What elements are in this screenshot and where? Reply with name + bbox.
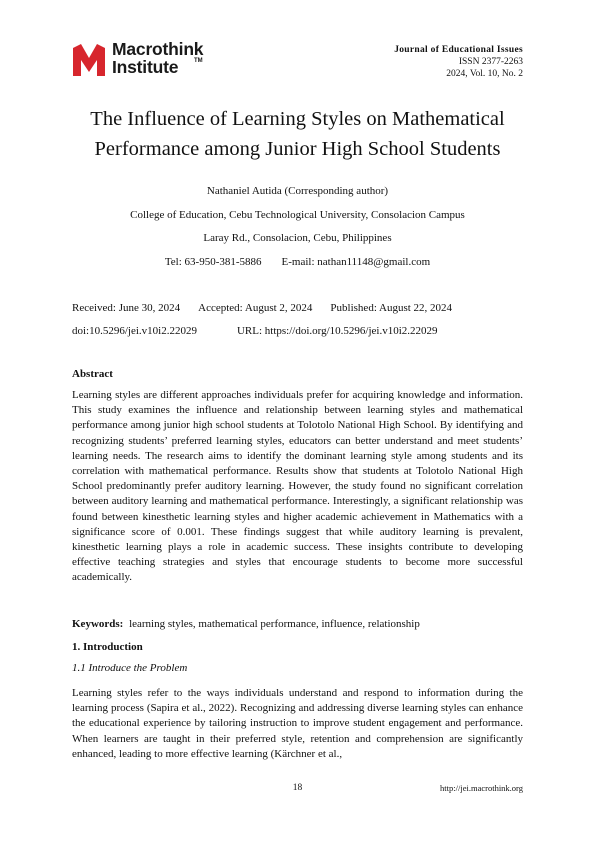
macrothink-m-icon (72, 42, 106, 76)
logo-text-line1: Macrothink (112, 39, 204, 59)
author-contact (60, 251, 535, 275)
paper-title: The Influence of Learning Styles on Mathematical Performance among Junior High School Students (90, 108, 505, 160)
journal-issn: ISSN 2377-2263 (458, 57, 523, 67)
journal-name: Journal of Educational Issues (394, 45, 523, 55)
published-date: Published: August 22, 2024 (330, 302, 453, 314)
page-number: 18 (292, 783, 303, 793)
doi-url-link[interactable]: URL: https://doi.org/10.5296/jei.v10i2.22029 (236, 325, 438, 337)
abstract-heading: Abstract (72, 368, 113, 380)
author-tel: Tel: 63-950-381-5886 (164, 255, 262, 268)
author-name: Nathaniel Autida (Corresponding author) (206, 185, 389, 197)
received-date: Received: June 30, 2024 (72, 302, 181, 314)
logo-text-line2: Institute (112, 57, 179, 77)
section-heading-introduction: 1. Introduction (72, 641, 143, 653)
dates-line (72, 297, 470, 320)
author-address: Laray Rd., Consolacion, Cebu, Philippines (203, 232, 392, 244)
author-email[interactable]: E-mail: nathan11148@gmail.com (281, 255, 431, 268)
introduction-text: Learning styles refer to the ways individuals understand and respond to information during the learning process (Sapira et al., 2022). Recognizing and addressing diverse learning styles can enhance the educational experience by tailoring instruction to improve student engagement and performance. When learners are taught in their preferred style, retention and comprehension are significantly enhanced, leading to more effective learning (Kärchner et al., (72, 687, 523, 760)
abstract-text: Learning styles are different approaches individuals prefer for acquiring knowledge and information. This study examines the influence and relationship between learning styles and mathematical performance among junior high school students at Tolotolo National High School. By identifying and recognizing students’ preferred learning styles, educators can better understand and meet students’ learning needs. The research aims to identify the dominant learning style among students and its correlation with mathematical performance. Results show that students at Tolotolo National High School predominantly prefer auditory learning. However, the study found no significant correlation between auditory learning and mathematical performance. Interestingly, a significant relationship was found between kinesthetic learning styles and higher academic achievement in Mathematics with a significance score of 0.001. These findings suggest that while auditory learning is prevalent, kinesthetic learning plays a role in academic success. These insights contribute to developing effective teaching strategies and styles that encourage students to become more successful academically. (72, 389, 523, 584)
accepted-date: Accepted: August 2, 2024 (198, 302, 313, 314)
keywords-line (72, 618, 420, 630)
journal-url-link[interactable]: http://jei.macrothink.org (440, 783, 523, 793)
subsection-heading: 1.1 Introduce the Problem (72, 662, 188, 674)
keywords-text: learning styles, mathematical performance, influence, relationship (129, 618, 420, 630)
publication-dates (72, 297, 470, 343)
author-block (60, 180, 535, 274)
doi-text: doi:10.5296/jei.v10i2.22029 (72, 325, 197, 337)
doi-line (72, 320, 470, 343)
author-affiliation: College of Education, Cebu Technological University, Consolacion Campus (130, 208, 465, 221)
logo-trademark: TM (194, 58, 203, 64)
keywords-label: Keywords: (72, 618, 124, 630)
journal-header (394, 44, 523, 80)
publisher-logo (72, 40, 232, 80)
journal-volume: 2024, Vol. 10, No. 2 (446, 69, 523, 79)
